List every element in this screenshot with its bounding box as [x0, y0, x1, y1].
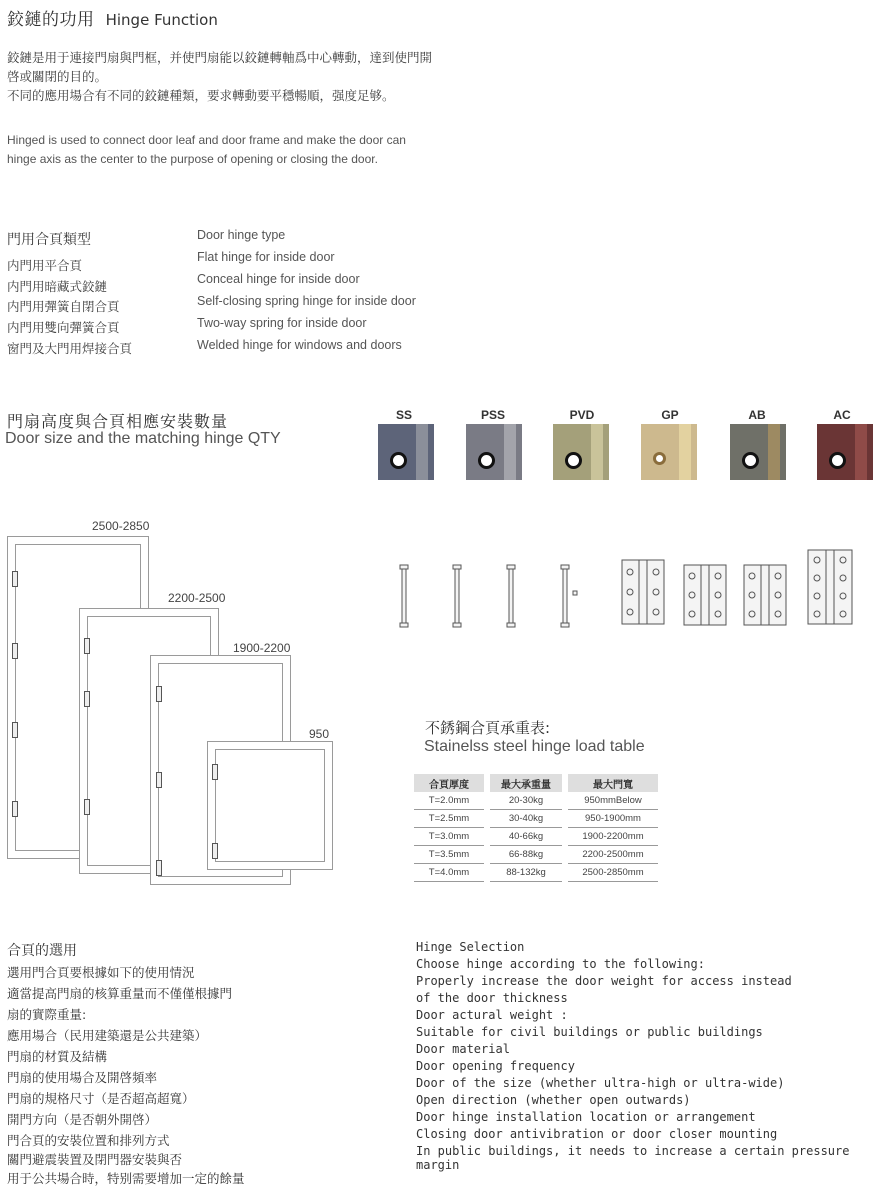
selection-zh-line: 門合頁的安裝位置和排列方式 — [7, 1133, 170, 1148]
table-row — [414, 828, 658, 846]
finish-swatch-gp — [641, 424, 697, 480]
column-header: 最大門寬 — [568, 774, 658, 792]
selection-zh-line: 門扇的規格尺寸（是否超高超寬） — [7, 1091, 195, 1106]
selection-zh-line: 選用門合頁要根據如下的使用情況 — [7, 965, 195, 980]
table-cell: 950-1900mm — [568, 810, 658, 828]
door-hinge — [12, 801, 18, 817]
hinge-leaf-icon — [744, 565, 786, 625]
table-cell: 20-30kg — [490, 792, 562, 810]
title-zh: 鉸鏈的功用 — [7, 10, 95, 30]
hinge-profile-icon — [561, 565, 577, 627]
door-size-heading-zh: 門扇高度與合頁相應安裝數量 — [7, 412, 229, 431]
hinge-profile-icon — [453, 565, 461, 627]
door-size-label: 2500-2850 — [92, 519, 150, 533]
door-hinge — [156, 772, 162, 788]
page-title — [7, 5, 218, 30]
table-cell: T=2.5mm — [414, 810, 484, 828]
door-size-label: 1900-2200 — [233, 641, 291, 655]
title-en: Hinge Function — [105, 11, 218, 29]
door-hinge — [156, 686, 162, 702]
selection-en-line: Closing door antivibration or door closer mounting — [416, 1127, 778, 1141]
door-hinge — [12, 722, 18, 738]
selection-zh-line: 應用場合（民用建築還是公共建築） — [7, 1028, 208, 1043]
table-row — [414, 846, 658, 864]
hinge-type-en: Welded hinge for windows and doors — [197, 338, 402, 352]
hinge-type-en: Two-way spring for inside door — [197, 316, 367, 330]
selection-en-line: Door material — [416, 1042, 510, 1056]
selection-zh-line: 門扇的材質及結構 — [7, 1049, 108, 1064]
door-hinge — [212, 764, 218, 780]
door-smallest — [207, 741, 333, 870]
intro-en — [7, 131, 527, 169]
door-size-label: 2200-2500 — [168, 591, 226, 605]
selection-en-line: Door opening frequency — [416, 1059, 575, 1073]
table-cell: T=3.5mm — [414, 846, 484, 864]
selection-en-line: of the door thickness — [416, 991, 568, 1005]
table-row — [414, 810, 658, 828]
table-cell: 88-132kg — [490, 864, 562, 882]
hinge-type-zh: 内門用雙向彈簧合頁 — [7, 320, 120, 335]
finish-label-ac: AC — [833, 408, 851, 422]
intro-en-line: hinge axis as the center to the purpose of opening or closing the door. — [7, 152, 378, 166]
hinge-type-zh: 内門用暗藏式鉸鏈 — [7, 279, 108, 294]
table-cell: 2500-2850mm — [568, 864, 658, 882]
selection-zh-line: 開門方向（是否朝外開啓） — [7, 1112, 158, 1127]
table-cell: 950mmBelow — [568, 792, 658, 810]
hinge-type-en: Flat hinge for inside door — [197, 250, 335, 264]
intro-zh-line: 啓或關閉的目的。 — [7, 69, 108, 84]
finish-label-ss: SS — [395, 408, 412, 422]
selection-en-line: Door of the size (whether ultra-high or ultra-wide) — [416, 1076, 785, 1090]
selection-en-line: Properly increase the door weight for access instead — [416, 974, 792, 988]
selection-en-line: Door actural weight : — [416, 1008, 568, 1022]
door-hinge — [84, 799, 90, 815]
finish-swatch-pss — [466, 424, 522, 480]
table-cell: 1900-2200mm — [568, 828, 658, 846]
column-header: 合頁厚度 — [414, 774, 484, 792]
finish-label-pss: PSS — [480, 408, 505, 422]
finish-swatch-ac — [817, 424, 873, 480]
selection-zh-line: 用于公共場合時，特别需要增加一定的餘量 — [7, 1171, 245, 1186]
selection-en-line: In public buildings, it needs to increase a certain pressure margin — [416, 1144, 850, 1172]
hinge-type-zh: 窗門及大門用焊接合頁 — [7, 341, 133, 356]
hinge-type-heading-en: Door hinge type — [197, 228, 286, 242]
table-cell: T=4.0mm — [414, 864, 484, 882]
door-size-label: 950 — [309, 727, 330, 741]
load-table-heading-en: Stainelss steel hinge load table — [424, 738, 645, 755]
hinge-type-en: Self-closing spring hinge for inside door — [197, 294, 416, 308]
intro-zh-line: 不同的應用場合有不同的鉸鏈種類，要求轉動要平穩暢順，强度足够。 — [7, 88, 395, 103]
hinge-type-zh: 内門用彈簧自閉合頁 — [7, 299, 120, 314]
finish-swatch-ss — [378, 424, 434, 480]
selection-en-line: Suitable for civil buildings or public buildings — [416, 1025, 763, 1039]
selection-zh-line: 扇的實際重量: — [7, 1007, 87, 1022]
selection-en-line: Door hinge installation location or arrangement — [416, 1110, 756, 1124]
finish-label-ab: AB — [748, 408, 766, 422]
selection-zh-line: 適當提高門扇的核算重量而不僅僅根據門 — [7, 986, 233, 1001]
hinge-illustrations — [390, 545, 870, 635]
table-cell: T=3.0mm — [414, 828, 484, 846]
door-hinge — [12, 643, 18, 659]
hinge-type-zh: 内門用平合頁 — [7, 258, 83, 273]
hinge-leaf-icon — [808, 550, 852, 624]
table-cell: 66-88kg — [490, 846, 562, 864]
table-cell: 30-40kg — [490, 810, 562, 828]
hinge-profile-icon — [507, 565, 515, 627]
selection-heading-zh: 合頁的選用 — [7, 943, 77, 959]
table-cell: 2200-2500mm — [568, 846, 658, 864]
finish-label-gp: GP — [661, 408, 679, 422]
load-table — [408, 774, 664, 882]
table-row — [414, 792, 658, 810]
table-row — [414, 864, 658, 882]
intro-zh-line: 鉸鏈是用于連接門扇與門框，并使門扇能以鉸鏈轉軸爲中心轉動，達到使門開 — [7, 50, 433, 65]
selection-en-line: Choose hinge according to the following: — [416, 957, 705, 971]
selection-zh-line: 關門避震裝置及閉門器安裝與否 — [7, 1152, 183, 1167]
finish-swatch-ab — [730, 424, 786, 480]
selection-en-line: Open direction (whether open outwards) — [416, 1093, 691, 1107]
finish-label-pvd: PVD — [569, 408, 595, 422]
table-cell: 40-66kg — [490, 828, 562, 846]
door-hinge — [84, 638, 90, 654]
door-hinge — [12, 571, 18, 587]
hinge-type-heading-zh: 門用合頁類型 — [7, 232, 91, 248]
column-header: 最大承重量 — [490, 774, 562, 792]
door-size-heading-en: Door size and the matching hinge QTY — [5, 430, 281, 447]
table-header-row — [414, 774, 658, 792]
intro-zh — [7, 48, 507, 105]
door-hinge — [156, 860, 162, 876]
load-table-heading-zh: 不銹鋼合頁承重表: — [425, 719, 551, 737]
door-hinge — [212, 843, 218, 859]
selection-zh-line: 門扇的使用場合及開啓頻率 — [7, 1070, 158, 1085]
selection-heading-en: Hinge Selection — [416, 940, 525, 954]
hinge-type-en: Conceal hinge for inside door — [197, 272, 360, 286]
finish-swatch-pvd — [553, 424, 609, 480]
table-cell: T=2.0mm — [414, 792, 484, 810]
door-hinge — [84, 691, 90, 707]
hinge-leaf-icon — [622, 560, 664, 624]
hinge-profile-icon — [400, 565, 408, 627]
intro-en-line: Hinged is used to connect door leaf and door frame and make the door can — [7, 133, 406, 147]
hinge-leaf-icon — [684, 565, 726, 625]
